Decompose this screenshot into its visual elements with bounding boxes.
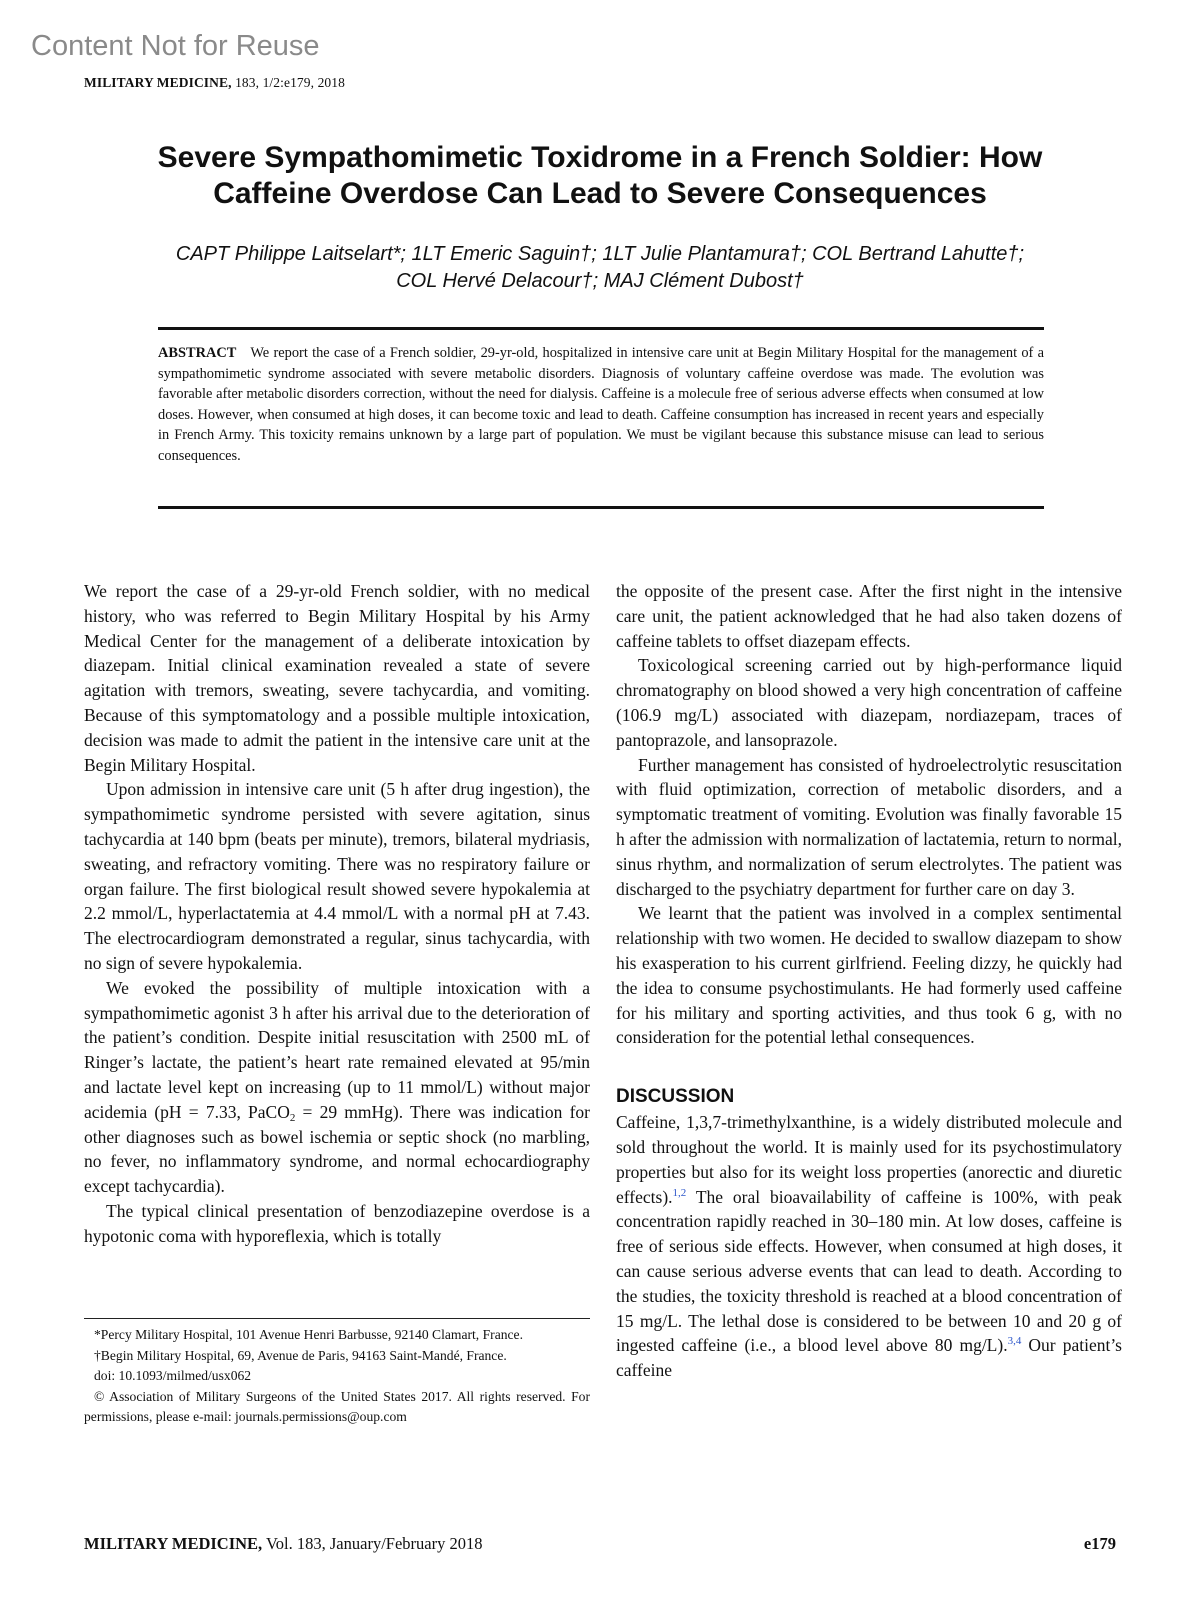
abstract-top-rule	[158, 327, 1044, 330]
author-list	[84, 241, 1116, 295]
affiliation-footnote: *Percy Military Hospital, 101 Avenue Henri Barbusse, 92140 Clamart, France.	[94, 1327, 523, 1342]
paragraph	[84, 976, 590, 1199]
footnotes	[84, 1325, 590, 1428]
running-header	[84, 75, 345, 91]
paragraph: Toxicological screening carried out by high-performance liquid chromatography on blood showed a very high concentration of caffeine (106.9 mg/L) associated with diazepam, nordiazepam, traces of pantoprazole, and lansoprazole.	[616, 655, 1122, 750]
journal-name: MILITARY MEDICINE,	[84, 75, 232, 90]
paragraph-text: Our patient’s caffeine	[616, 1335, 1122, 1381]
paragraph: The typical clinical presentation of benzodiazepine overdose is a hypotonic coma with hyporeflexia, which is totally	[84, 1200, 590, 1246]
paragraph: We report the case of a 29-yr-old French soldier, with no medical history, who was referred to Begin Military Hospital by his Army Medical Center for the management of a deliberate intoxication by diazepam. Initial clinical examination revealed a state of severe agitation with tremors, sweating, severe tachycardia, and vomiting. Because of this symptomatology and a possible multiple intoxication, decision was made to admit the patient in the intensive care unit at the Begin Military Hospital.	[84, 581, 590, 775]
footer-issue: Vol. 183, January/February 2018	[266, 1534, 483, 1553]
page-number: e179	[1083, 1534, 1116, 1553]
watermark: Content Not for Reuse	[31, 30, 320, 62]
paragraph: the opposite of the present case. After the first night in the intensive care unit, the patient acknowledged that he had also taken dozens of caffeine tablets to offset diazepam effects.	[616, 581, 1122, 651]
footer-journal: MILITARY MEDICINE,	[84, 1534, 263, 1553]
citation: 183, 1/2:e179, 2018	[235, 75, 345, 90]
affiliation-footnote: †Begin Military Hospital, 69, Avenue de Paris, 94163 Saint-Mandé, France.	[94, 1347, 507, 1363]
section-heading-discussion: DISCUSSION	[616, 1086, 735, 1108]
paragraph: Further management has consisted of hydroelectrolytic resuscitation with fluid optimization, correction of metabolic disorders, and a symptomatic treatment of vomiting. Evolution was finally favorable 15 h after the admission with normalization of lactatemia, return to normal, sinus rhythm, and normalization of serum electrolytes. The patient was discharged to the psychiatry department for further care on day 3.	[616, 754, 1122, 899]
paragraph-text: We evoked the possibility of multiple intoxication with a sympathomimetic agonist 3 h after his arrival due to the deterioration of the patient’s condition. Despite initial resuscitation with 2500 mL of Ringer’s lactate, the patient’s heart rate remained elevated at 95/min and lactate level kept on increasing (up to 11 mmol/L) without major acidemia (pH = 7.33, PaCO	[84, 977, 590, 1122]
left-column	[84, 579, 590, 1249]
paragraph: We learnt that the patient was involved in a complex sentimental relationship with two women. He decided to swallow diazepam to show his exasperation to his current girlfriend. Feeling dizzy, he quickly had the idea to consume psychostimulants. He had formerly used caffeine for his military and sporting activities, and thus took 6 g, with no consideration for the potential lethal consequences.	[616, 903, 1122, 1048]
title-line-1: Severe Sympathomimetic Toxidrome in a French Soldier: How	[157, 141, 1043, 174]
citation-reference[interactable]: 3,4	[1007, 1335, 1022, 1348]
citation-reference[interactable]: 1,2	[672, 1186, 687, 1199]
abstract	[158, 343, 1044, 467]
article-title	[84, 140, 1116, 212]
paragraph	[616, 1110, 1122, 1383]
paragraph-text: Caffeine, 1,3,7-trimethylxanthine, is a widely distributed molecule and sold throughout the world. It is mainly used for its psychostimulatory properties but also for its weight loss properties (anorectic and diuretic effects).	[616, 1112, 1122, 1207]
title-line-2: Caffeine Overdose Can Lead to Severe Consequences	[213, 177, 987, 210]
copyright-notice: © Association of Military Surgeons of the United States 2017. All rights reserved. For permissions, please e-mail: journals.permissions@oup.com	[84, 1388, 590, 1424]
doi[interactable]: doi: 10.1093/milmed/usx062	[94, 1368, 252, 1383]
footnote-rule	[84, 1318, 590, 1319]
abstract-text: We report the case of a French soldier, 29-yr-old, hospitalized in intensive care unit at Begin Military Hospital for the management of a sympathomimetic syndrome associated with severe metabolic disorders. Diagnosis of voluntary caffeine overdose was made. The evolution was favorable after metabolic disorders correction, without the need for dialysis. Caffeine is a molecule free of serious adverse effects when consumed at low doses. However, when consumed at high doses, it can become toxic and lead to death. Caffeine consumption has increased in recent years and especially in French Army. This toxicity remains unknown by a large part of population. We must be vigilant because this substance misuse can lead to serious consequences.	[158, 345, 1044, 464]
page-footer	[84, 1534, 1116, 1554]
authors-line-1: CAPT Philippe Laitselart*; 1LT Emeric Saguin†; 1LT Julie Plantamura†; COL Bertrand Lahutte†;	[175, 243, 1025, 265]
paragraph: Upon admission in intensive care unit (5 h after drug ingestion), the sympathomimetic syndrome persisted with severe agitation, sinus tachycardia at 140 bpm (beats per minute), tremors, bilateral mydriasis, sweating, and refractory vomiting. There was no respiratory failure or organ failure. The first biological result showed severe hypokalemia at 2.2 mmol/L, hyperlactatemia at 4.4 mmol/L with a normal pH at 7.43. The electrocardiogram demonstrated a regular, sinus tachycardia, with no sign of severe hypokalemia.	[84, 779, 590, 973]
abstract-bottom-rule	[158, 506, 1044, 509]
paragraph-text: = 29 mmHg). There was indication for other diagnoses such as bowel ischemia or septic shock (no marbling, no fever, no inflammatory syndrome, and normal echocardiography except tachycardia).	[84, 1101, 590, 1197]
abstract-label: ABSTRACT	[158, 345, 237, 361]
paragraph-text: The oral bioavailability of caffeine is 100%, with peak concentration rapidly reached in 30–180 min. At low doses, caffeine is free of serious side effects. However, when consumed at high doses, it can cause serious adverse events that can lead to death. According to the studies, the toxicity threshold is reached at a blood concentration of 15 mg/L. The lethal dose is considered to be between 10 and 20 g of ingested caffeine (i.e., a blood level above 80 mg/L).	[616, 1186, 1122, 1356]
authors-line-2: COL Hervé Delacour†; MAJ Clément Dubost†	[396, 270, 804, 292]
right-column	[616, 579, 1122, 1383]
subscript: 2	[289, 1111, 296, 1124]
